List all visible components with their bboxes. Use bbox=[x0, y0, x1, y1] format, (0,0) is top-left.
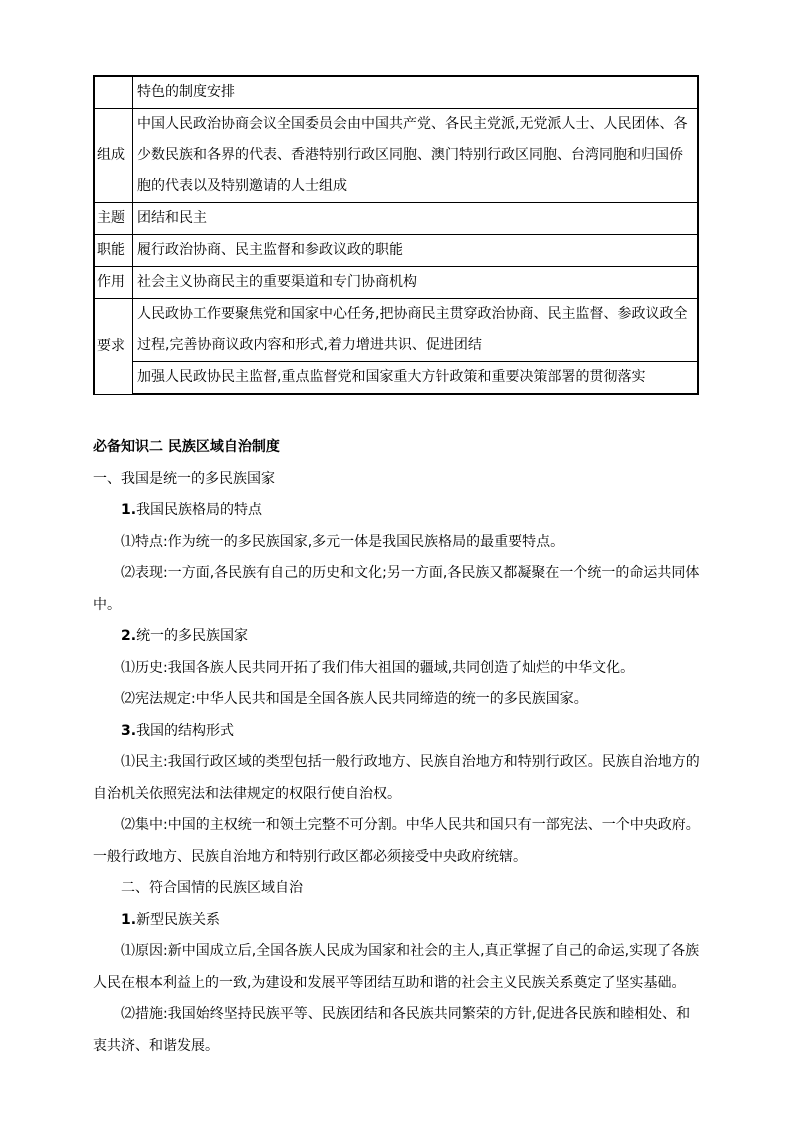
subsection-text: 统一的多民族国家 bbox=[136, 628, 249, 644]
paragraph: ⑵集中:中国的主权统一和领土完整不可分割。中华人民共和国只有一部宪法、一个中央政府。一般行政地方、民族自治地方和特别行政区都必须接受中央政府统辖。 bbox=[93, 817, 700, 865]
paragraph: ⑴民主:我国行政区域的类型包括一般行政地方、民族自治地方和特别行政区。民族自治地方的自治机关依照宪法和法律规定的权限行使自治权。 bbox=[93, 754, 700, 802]
section-title: 必备知识二 民族区域自治制度 bbox=[93, 439, 280, 455]
section-content bbox=[93, 432, 703, 1062]
table-row bbox=[94, 267, 698, 299]
subsection-title bbox=[93, 621, 703, 653]
row-label: 职能 bbox=[94, 235, 133, 267]
paragraph: ⑵措施:我国始终坚持民族平等、民族团结和各民族共同繁荣的方针,促进各民族和睦相处、和衷共济、和谐发展。 bbox=[93, 1006, 691, 1054]
table-row bbox=[94, 203, 698, 235]
table-row bbox=[94, 109, 698, 203]
row-content: 加强人民政协民主监督,重点监督党和国家重大方针政策和重要决策部署的贯彻落实 bbox=[133, 362, 699, 395]
subsection-number: 1. bbox=[121, 502, 137, 518]
row-label bbox=[94, 76, 133, 109]
row-label: 要求 bbox=[94, 299, 133, 395]
table-row bbox=[94, 299, 698, 362]
row-content: 人民政协工作要聚焦党和国家中心任务,把协商民主贯穿政治协商、民主监督、参政议政全过程,完善协商议政内容和形式,着力增进共识、促进团结 bbox=[133, 299, 699, 362]
subsection-text: 新型民族关系 bbox=[136, 911, 221, 928]
paragraph: ⑵表现:一方面,各民族有自己的历史和文化;另一方面,各民族又都凝聚在一个统一的命运共同体中。 bbox=[93, 565, 700, 613]
row-content: 特色的制度安排 bbox=[133, 76, 699, 109]
subsection-number: 1. bbox=[121, 911, 137, 928]
paragraph: ⑴原因:新中国成立后,全国各族人民成为国家和社会的主人,真正掌握了自己的命运,实现了各族人民在根本利益上的一致,为建设和发展平等团结互助和谐的社会主义民族关系奠定了坚实基础。 bbox=[93, 943, 700, 991]
subsection-title bbox=[93, 905, 703, 937]
paragraph: ⑴历史:我国各族人民共同开拓了我们伟大祖国的疆域,共同创造了灿烂的中华文化。 bbox=[121, 659, 635, 676]
paragraph: ⑵宪法规定:中华人民共和国是全国各族人民共同缔造的统一的多民族国家。 bbox=[121, 691, 588, 707]
table-row bbox=[94, 235, 698, 267]
subsection-title bbox=[93, 495, 703, 527]
row-content: 中国人民政治协商会议全国委员会由中国共产党、各民主党派,无党派人士、人民团体、各少数民族和各界的代表、香港特别行政区同胞、澳门特别行政区同胞、台湾同胞和归国侨胞的代表以及特别邀请的人士组成 bbox=[133, 109, 699, 203]
paragraph: ⑴特点:作为统一的多民族国家,多元一体是我国民族格局的最重要特点。 bbox=[121, 533, 565, 550]
row-label: 主题 bbox=[94, 203, 133, 235]
subsection-text: 我国的结构形式 bbox=[136, 722, 235, 739]
subsection-number: 2. bbox=[121, 628, 137, 644]
cppcc-info-table bbox=[93, 75, 699, 395]
row-content: 履行政治协商、民主监督和参政议政的职能 bbox=[133, 235, 699, 267]
table-row bbox=[94, 76, 698, 109]
row-label: 组成 bbox=[94, 109, 133, 203]
table-row bbox=[94, 362, 698, 395]
row-label: 作用 bbox=[94, 267, 133, 299]
row-content: 团结和民主 bbox=[133, 203, 699, 235]
row-content: 社会主义协商民主的重要渠道和专门协商机构 bbox=[133, 267, 699, 299]
subsection-title bbox=[93, 716, 703, 748]
subsection-text: 我国民族格局的特点 bbox=[136, 502, 263, 518]
part-title: 二、符合国情的民族区域自治 bbox=[121, 880, 303, 896]
subsection-number: 3. bbox=[121, 722, 137, 739]
part-title: 一、我国是统一的多民族国家 bbox=[93, 470, 275, 487]
